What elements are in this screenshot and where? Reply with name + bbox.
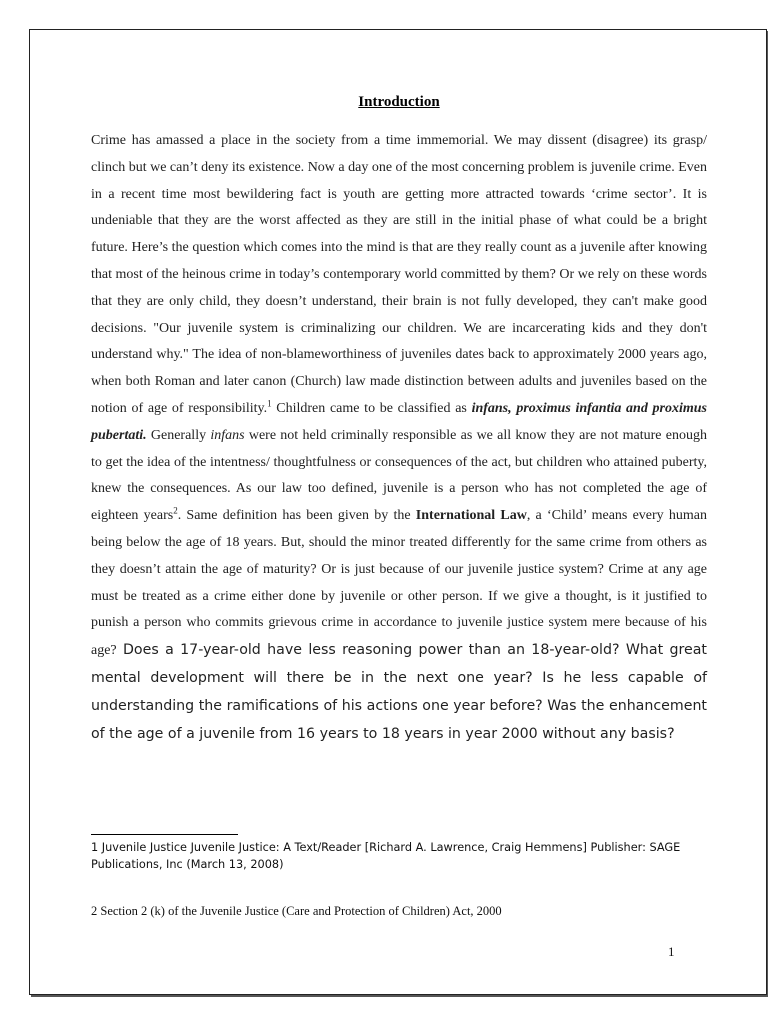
paragraph-text: Does a 17-year-old have less reasoning power than an 18-year-old? What great mental development will there be in the next one year? Is he less capable of understanding the ramifications of his actions one year before? Was the enhancement of the age of a juvenile from 16 years to 18 years in year 2000 without any basis? (91, 642, 707, 742)
document-page (29, 29, 767, 995)
bold-term: International Law (415, 508, 527, 524)
paragraph-text: Children came to be classified as (271, 400, 472, 416)
page-number: 1 (668, 944, 675, 959)
paragraph-text: , a ‘Child’ means every human being below the age of 18 years. But, should the minor treated differently for the same crime from others as they doesn’t attain the age of maturity? Or is just because of our juvenile justice system? Crime at any age must be treated as a crime either done by juvenile or other person. If we give a thought, is it justified to punish a person who commits grievous crime in accordance to juvenile justice system mere because of his age? (91, 508, 707, 659)
paragraph-text: . Same definition has been given by the (177, 508, 416, 524)
paragraph-text: were not held criminally responsible as we all know they are not mature enough to get the idea of the intentness/ thoughtfulness or consequences of the act, but children who attained puberty, knew the consequences. As our law too defined, juvenile is a person who has not completed the age of eighteen years (91, 427, 707, 524)
footnote-1: 1 Juvenile Justice Juvenile Justice: A Text/Reader [Richard A. Lawrence, Craig Hemmens] Publisher: SAGE Publications, Inc (March 13, 2008) (91, 841, 681, 871)
document-title: Introduction (358, 94, 440, 110)
latin-term: infans (210, 427, 245, 443)
body-paragraph (91, 128, 707, 748)
latin-terms: infans, proximus infantia and proximus pubertati. (91, 400, 707, 443)
paragraph-text: Generally (146, 427, 211, 443)
footnote-2: 2 Section 2 (k) of the Juvenile Justice (Care and Protection of Children) Act, 2000 (91, 904, 502, 918)
footnote-reference: 1 (267, 398, 272, 409)
paragraph-text: Crime has amassed a place in the society from a time immemorial. We may dissent (disagree) its grasp/ clinch but we can’t deny its existence. Now a day one of the most concerning problem is juvenile crime. Even in a recent time most bewildering fact is youth are getting more attracted towards ‘crime sector’. It is undeniable that they are the worst affected as they are still in the initial phase of what could be a bright future. Here’s the question which comes into the mind is that are they really count as a juvenile after knowing that most of the heinous crime in today’s contemporary world committed by them? Or we rely on these words that they are only child, they doesn’t understand, their brain is not fully developed, they can't make good decisions. "Our juvenile system is criminalizing our children. We are incarcerating kids and they don't understand why." The idea of non-blameworthiness of juveniles dates back to approximately 2000 years ago, when both Roman and later canon (Church) law made distinction between adults and juveniles based on the notion of age of responsibility. (91, 133, 707, 416)
footnote-reference: 2 (173, 505, 178, 516)
footnote-separator (91, 834, 238, 835)
